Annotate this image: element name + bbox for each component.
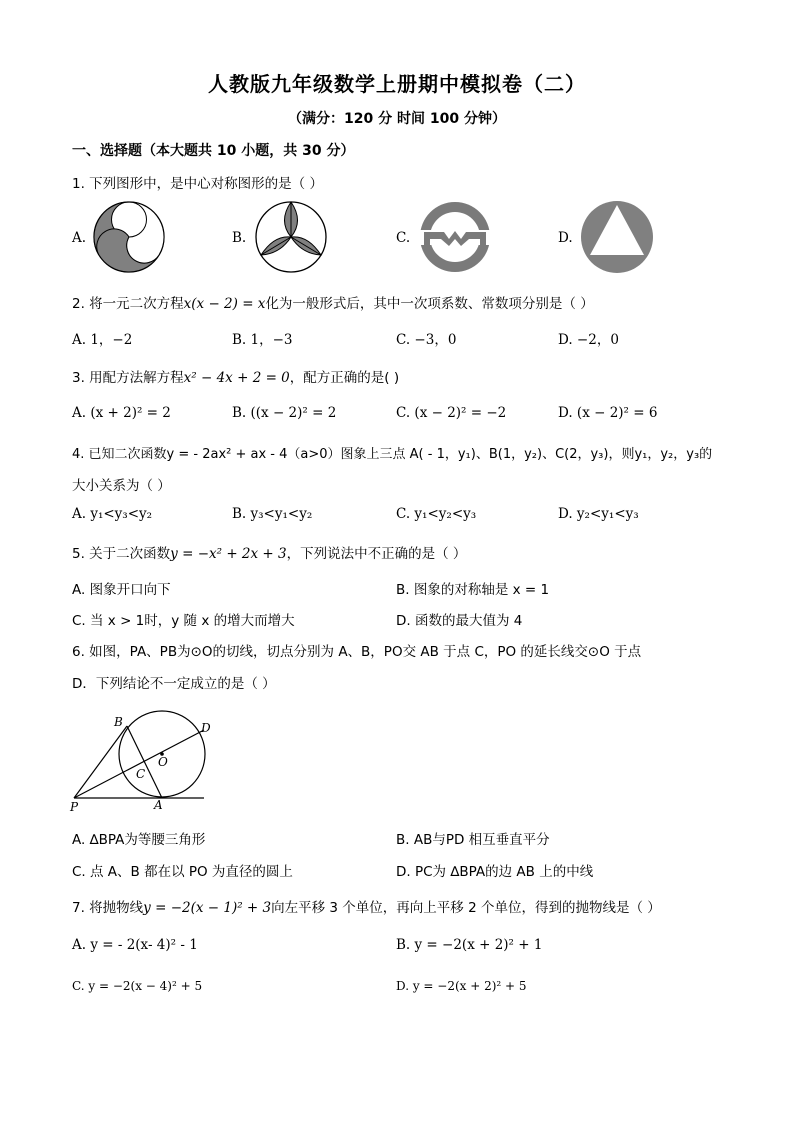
q7-option-d: D. y = −2(x + 2)² + 5 xyxy=(396,979,527,993)
q6-option-a: A. ∆BPA为等腰三角形 xyxy=(72,832,206,848)
q1-option-c-label: C. xyxy=(396,230,411,246)
question-3-stem: 3. 用配方法解方程x² − 4x + 2 = 0，配方正确的是( ) xyxy=(72,370,400,386)
page-subtitle: （满分：120 分 时间 100 分钟） xyxy=(288,111,506,127)
question-4-line-2: 大小关系为（ ） xyxy=(72,478,171,494)
q6-option-b: B. AB与PD 相互垂直平分 xyxy=(396,832,550,848)
q4-option-c: C. y₁<y₂<y₃ xyxy=(396,506,477,522)
q2-option-a: A. 1，−2 xyxy=(72,332,133,348)
q3-option-d: D. (x − 2)² = 6 xyxy=(558,405,658,421)
q2-equation: x(x − 2) = x xyxy=(183,296,266,312)
q7-option-c: C. y = −2(x − 4)² + 5 xyxy=(72,979,203,993)
label-o: O xyxy=(158,755,168,769)
q6-option-c: C. 点 A、B 都在以 PO 为直径的圆上 xyxy=(72,864,293,880)
q1-option-a-label: A. xyxy=(72,230,87,246)
q3-equation: x² − 4x + 2 = 0 xyxy=(183,370,290,386)
q1-option-b-label: B. xyxy=(232,230,247,246)
label-p: P xyxy=(70,800,79,814)
q7-option-a: A. y = - 2(x- 4)² - 1 xyxy=(72,937,198,953)
q5-option-b: B. 图象的对称轴是 x = 1 xyxy=(396,582,550,598)
q2-option-d: D. −2，0 xyxy=(558,332,619,348)
question-5-stem: 5. 关于二次函数y = −x² + 2x + 3，下列说法中不正确的是（ ） xyxy=(72,546,467,562)
page-title: 人教版九年级数学上册期中模拟卷（二） xyxy=(208,72,586,96)
q3-option-c: C. (x − 2)² = −2 xyxy=(396,405,507,421)
q2-option-b: B. 1，−3 xyxy=(232,332,293,348)
q7-parabola: y = −2(x − 1)² + 3 xyxy=(143,900,272,916)
q1-option-d-label: D. xyxy=(558,230,573,246)
q1-figure-d xyxy=(578,199,656,275)
question-6-line-1: 6. 如图，PA、PB为⊙O的切线，切点分别为 A、B，PO交 AB 于点 C，PO 的延长线交⊙O 于点 xyxy=(72,644,642,660)
question-2-stem: 2. 将一元二次方程x(x − 2) = x化为一般形式后，其中一次项系数、常数项分别是（ ） xyxy=(72,296,594,312)
label-d: D xyxy=(201,721,211,735)
q4-option-a: A. y₁<y₃<y₂ xyxy=(72,506,153,522)
question-6-line-2: D．下列结论不一定成立的是（ ） xyxy=(72,676,276,692)
q3-option-b: B. ((x − 2)² = 2 xyxy=(232,405,337,421)
q5-option-c: C. 当 x > 1时，y 随 x 的增大而增大 xyxy=(72,613,295,629)
q2-option-c: C. −3，0 xyxy=(396,332,457,348)
q1-figure-a xyxy=(90,199,168,275)
label-b: B xyxy=(114,715,123,729)
q4-option-d: D. y₂<y₁<y₃ xyxy=(558,506,639,522)
q6-tangent-figure xyxy=(66,700,216,814)
q3-option-a: A. (x + 2)² = 2 xyxy=(72,405,171,421)
q4-option-b: B. y₃<y₁<y₂ xyxy=(232,506,313,522)
label-c: C xyxy=(136,767,146,781)
label-a: A xyxy=(154,798,163,812)
q6-option-d: D. PC为 ∆BPA的边 AB 上的中线 xyxy=(396,864,594,880)
q1-figure-b xyxy=(252,199,330,275)
q5-option-a: A. 图象开口向下 xyxy=(72,582,171,598)
section-heading: 一、选择题（本大题共 10 小题，共 30 分） xyxy=(72,143,355,159)
q5-option-d: D. 函数的最大值为 4 xyxy=(396,613,523,629)
question-4-line-1: 4. 已知二次函数y = - 2ax² + ax - 4（a>0）图象上三点 A( - 1，y₁)、B(1，y₂)、C(2，y₃)，则y₁，y₂，y₃的 xyxy=(72,447,713,462)
q5-function: y = −x² + 2x + 3 xyxy=(170,546,287,562)
q1-figure-c xyxy=(416,199,494,275)
q7-option-b: B. y = −2(x + 2)² + 1 xyxy=(396,937,543,953)
question-7-stem: 7. 将抛物线y = −2(x − 1)² + 3向左平移 3 个单位，再向上平移 2 个单位，得到的抛物线是（ ） xyxy=(72,900,661,916)
question-1-stem: 1. 下列图形中，是中心对称图形的是（ ） xyxy=(72,176,323,192)
